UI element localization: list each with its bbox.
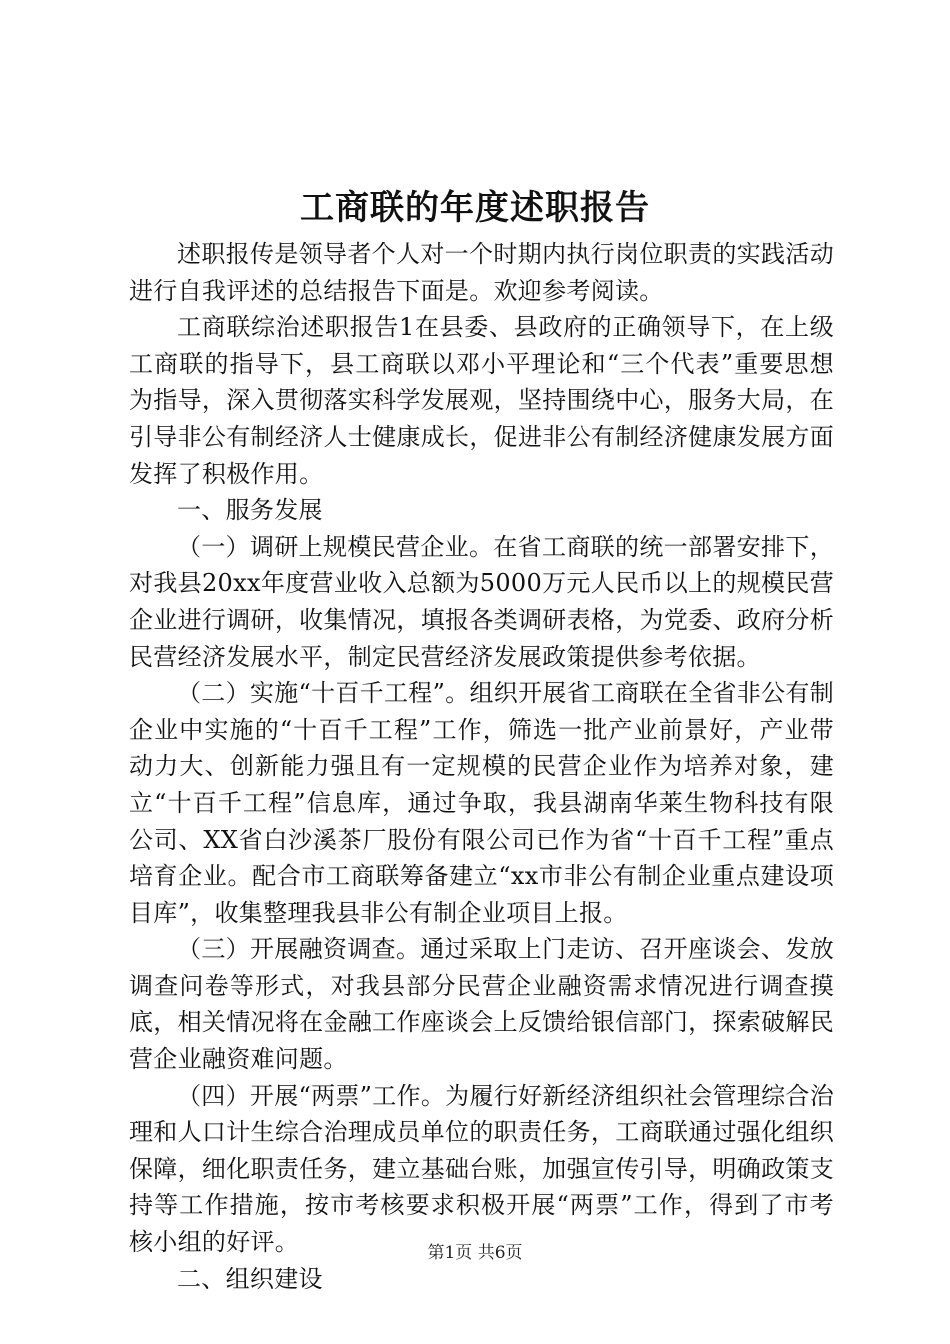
document-title: 工商联的年度述职报告	[300, 188, 650, 228]
item-paragraph-financing: （三）开展融资调查。通过采取上门走访、召开座谈会、发放调查问卷等形式，对我县部分民营企业融资需求情况进行调查摸底，相关情况将在金融工作座谈会上反馈给银信部门，探索破解民营企业融资难问题。	[129, 935, 834, 1074]
section-heading-service: 一、服务发展	[177, 496, 323, 525]
report-opening-paragraph: 工商联综治述职报告1在县委、县政府的正确领导下，在上级工商联的指导下，县工商联以邓小平理论和“三个代表”重要思想为指导，深入贯彻落实科学发展观，坚持围绕中心，服务大局，在引导非公有制经济人士健康成长，促进非公有制经济健康发展方面发挥了积极作用。	[129, 313, 834, 488]
item-paragraph-project: （二）实施“十百千工程”。组织开展省工商联在全省非公有制企业中实施的“十百千工程”工作，筛选一批产业前景好，产业带动力大、创新能力强且有一定规模的民营企业作为培养对象，建立“十百千工程”信息库，通过争取，我县湖南华莱生物科技有限公司、XX省白沙溪茶厂股份有限公司已作为省“十百千工程”重点培育企业。配合市工商联筹备建立“xx市非公有制企业重点建设项目库”，收集整理我县非公有制企业项目上报。	[129, 679, 834, 927]
intro-paragraph: 述职报传是领导者个人对一个时期内执行岗位职责的实践活动进行自我评述的总结报告下面是。欢迎参考阅读。	[129, 240, 834, 305]
document-body	[129, 236, 834, 1297]
item-paragraph-survey: （一）调研上规模民营企业。在省工商联的统一部署安排下，对我县20xx年度营业收入总额为5000万元人民币以上的规模民营企业进行调研，收集情况，填报各类调研表格，为党委、政府分析民营经济发展水平，制定民营经济发展政策提供参考依据。	[129, 532, 834, 671]
section-heading-organization: 二、组织建设	[177, 1264, 323, 1293]
item-paragraph-two-tickets: （四）开展“两票”工作。为履行好新经济组织社会管理综合治理和人口计生综合治理成员单位的职责任务，工商联通过强化组织保障，细化职责任务，建立基础台账，加强宣传引导，明确政策支持等工作措施，按市考核要求积极开展“两票”工作，得到了市考核小组的好评。	[129, 1081, 834, 1257]
page-number-footer: 第1页 共6页	[427, 1243, 523, 1263]
